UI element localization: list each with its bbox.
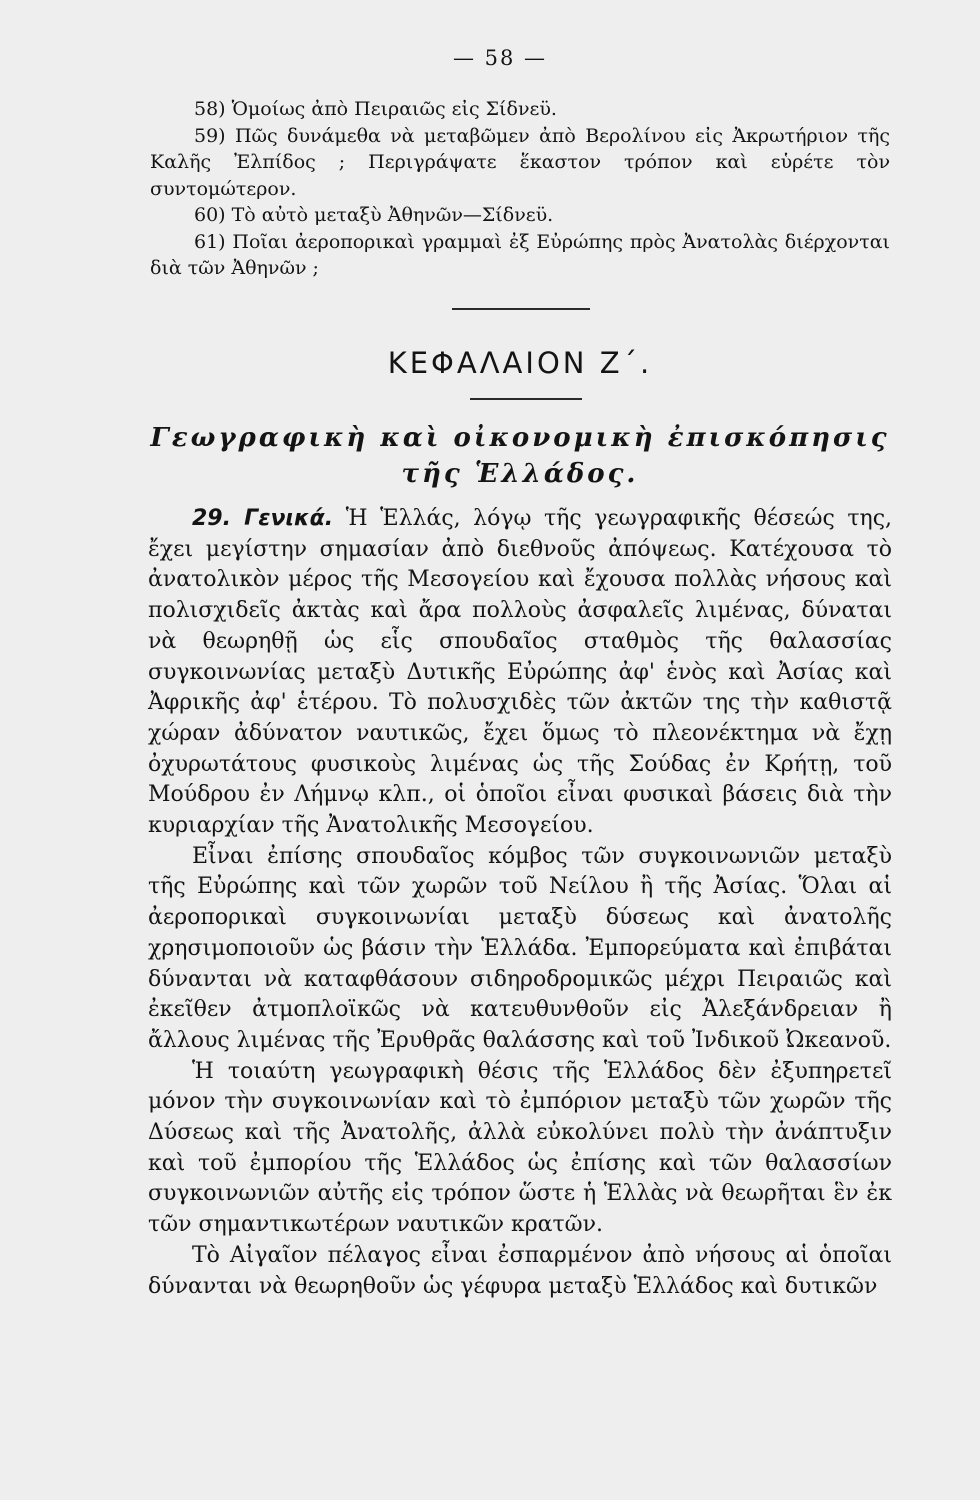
paragraph-1-text: Ἡ Ἑλλάς, λόγῳ τῆς γεωγραφικῆς θέσεώς της, ἔχει μεγίστην σημασίαν ἀπὸ διεθνοῦς ἀπόψεως. Κατέχουσα τὸ ἀνατολικὸν μέρος τῆς Μεσογείου καὶ ἔχουσα πολλὰς νήσους καὶ πολισχιδεῖς ἀκτὰς καὶ ἄρα πολλοὺς ἀσφαλεῖς λιμένας, δύναται νὰ θεωρηθῇ ὡς εἷς σπουδαῖος σταθμὸς τῆς θαλασσίας συγκοινωνίας μεταξὺ Δυτικῆς Εὐρώπης ἀφ' ἑνὸς καὶ Ἀσίας καὶ Ἀφρικῆς ἀφ' ἑτέρου. Τὸ πολυσχιδὲς τῶν ἀκτῶν της τὴν καθιστᾷ χώραν ἀδύνατον ναυτικῶς, ἔχει ὅμως τὸ πλεονέκτημα νὰ ἔχῃ ὀχυρωτάτους φυσικοὺς λιμένας ὡς τῆς Σούδας ἐν Κρήτῃ, τοῦ Μούδρου ἐν Λήμνῳ κλπ., οἱ ὁποῖοι εἶναι φυσικαὶ βάσεις διὰ τὴν κυριαρχίαν τῆς Ἀνατολικῆς Μεσογείου.	[148, 506, 893, 839]
exercise-questions	[150, 96, 890, 282]
divider-rule-top	[452, 308, 590, 310]
question-61: 61) Ποῖαι ἀεροπορικαὶ γραμμαὶ ἐξ Εὐρώπης πρὸς Ἀνατολὰς διέρχονται διὰ τῶν Ἀθηνῶν ;	[150, 230, 890, 279]
question-58: 58) Ὁμοίως ἀπὸ Πειραιῶς εἰς Σίδνεϋ.	[194, 98, 557, 120]
paragraph-3: Ἡ τοιαύτη γεωγραφικὴ θέσις τῆς Ἑλλάδος δὲν ἐξυπηρετεῖ μόνον τὴν συγκοινωνίαν καὶ τὸ ἐμπόριον μεταξὺ τῶν χωρῶν τῆς Δύσεως καὶ τῆς Ἀνατολῆς, ἀλλὰ εὐκολύνει πολὺ τὴν ἀνάπτυξιν καὶ τοῦ ἐμπορίου τῆς Ἑλλάδος ὡς ἐπίσης καὶ τῶν θαλασσίων συγκοινωνιῶν αὐτῆς εἰς τρόπον ὥστε ἡ Ἑλλὰς νὰ θεωρῆται ἓν ἐκ τῶν σημαντικωτέρων ναυτικῶν κρατῶν.	[148, 1058, 892, 1238]
section-body	[148, 504, 892, 1302]
divider-rule-bottom	[470, 398, 582, 400]
paragraph-4: Τὸ Αἰγαῖον πέλαγος εἶναι ἐσπαρμένον ἀπὸ νήσους αἱ ὁποῖαι δύνανται νὰ θεωρηθοῦν ὡς γέφυρα μεταξὺ Ἑλλάδος καὶ δυτικῶν	[148, 1242, 892, 1299]
chapter-subtitle: Γεωγραφικὴ καὶ οἰκονομικὴ ἐπισκόπησις τῆς Ἑλλάδος.	[150, 423, 890, 489]
chapter-heading: ΚΕΦΑΛΑΙΟΝ Ζ΄.	[387, 346, 653, 380]
page-number: — 58 —	[452, 46, 548, 70]
paragraph-1	[148, 504, 892, 842]
section-heading: 29. Γενικά.	[192, 506, 334, 531]
question-60: 60) Τὸ αὐτὸ μεταξὺ Ἀθηνῶν—Σίδνεϋ.	[194, 204, 554, 226]
paragraph-2: Εἶναι ἐπίσης σπουδαῖος κόμβος τῶν συγκοινωνιῶν μεταξὺ τῆς Εὐρώπης καὶ τῶν χωρῶν τοῦ Νείλου ἢ τῆς Ἀσίας. Ὅλαι αἱ ἀεροπορικαὶ συγκοινωνίαι μεταξὺ δύσεως καὶ ἀνατολῆς χρησιμοποιοῦν ὡς βάσιν τὴν Ἑλλάδα. Ἐμπορεύματα καὶ ἐπιβάται δύνανται νὰ καταφθάσουν σιδηροδρομικῶς μέχρι Πειραιῶς καὶ ἐκεῖθεν ἀτμοπλοϊκῶς νὰ κατευθυνθοῦν εἰς Ἀλεξάνδρειαν ἢ ἄλλους λιμένας τῆς Ἐρυθρᾶς θαλάσσης καὶ τοῦ Ἰνδικοῦ Ὠκεανοῦ.	[148, 843, 892, 1053]
question-59: 59) Πῶς δυνάμεθα νὰ μεταβῶμεν ἀπὸ Βερολίνου εἰς Ἀκρωτήριον τῆς Καλῆς Ἐλπίδος ; Περιγράψατε ἕκαστον τρόπον καὶ εὑρέτε τὸν συντομώτερον.	[150, 124, 890, 200]
